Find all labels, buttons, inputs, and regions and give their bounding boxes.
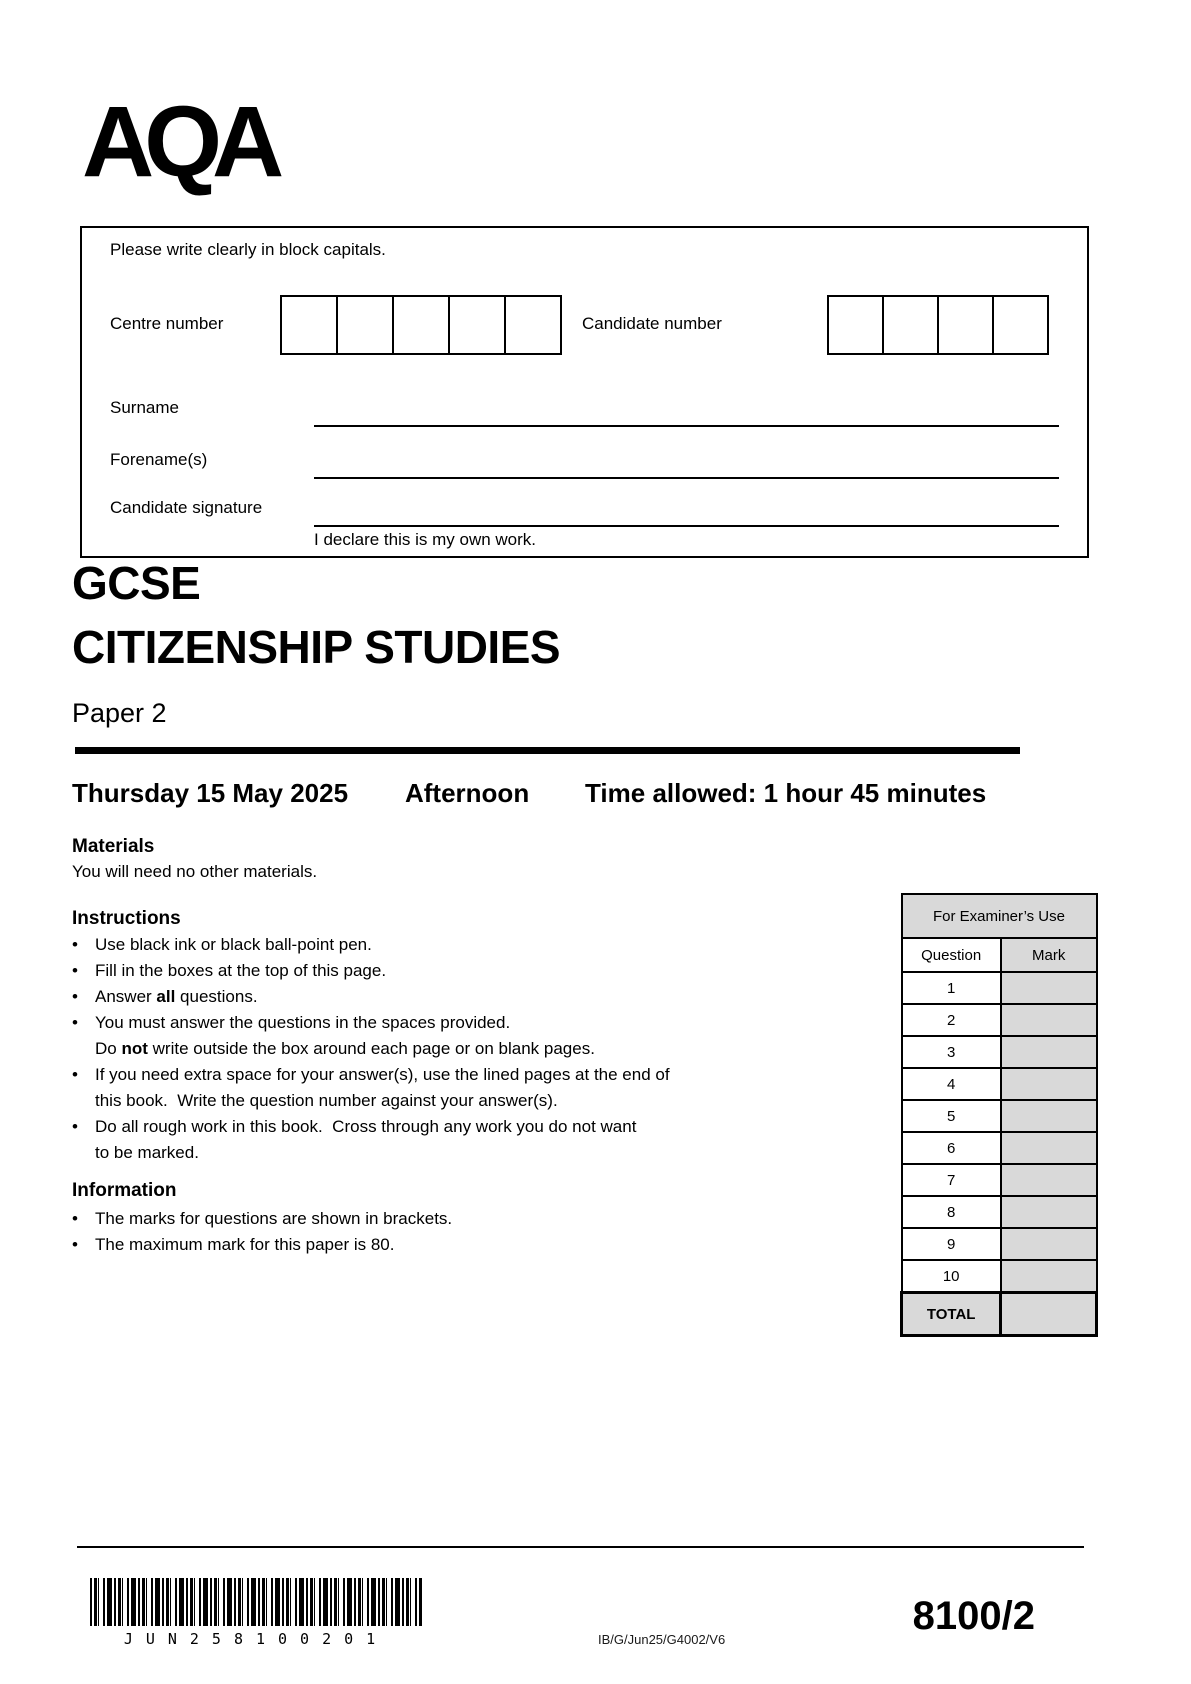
examiner-table [900,893,1098,1337]
paper-number: Paper 2 [72,698,167,728]
question-number: 3 [902,1036,1001,1068]
question-number: 6 [902,1132,1001,1164]
forenames-input-line[interactable] [314,477,1059,479]
signature-input-line[interactable] [314,525,1059,527]
materials-heading: Materials [72,836,155,857]
mark-cell[interactable] [1001,1132,1097,1164]
table-row [902,1132,1097,1164]
barcode-text: JUN258100201 [90,1626,422,1652]
table-row [902,1036,1097,1068]
instruction-item: • Use black ink or black ball-point pen. [72,932,832,958]
candidate-number-label: Candidate number [582,314,722,333]
information-item: • The maximum mark for this paper is 80. [72,1232,832,1258]
bullet-icon: • [72,1117,78,1136]
instruction-item: • If you need extra space for your answer(s), use the lined pages at the end of this book. Write the question number against your answer(s). [72,1062,832,1114]
centre-number-cells [280,295,562,355]
exam-date: Thursday 15 May 2025 [72,778,349,808]
candidate-number-cell[interactable] [827,295,884,355]
question-column-header: Question [902,938,1001,972]
centre-number-cell[interactable] [280,295,338,355]
bullet-icon: • [72,1235,78,1254]
mark-cell[interactable] [1001,1164,1097,1196]
instruction-item: • Do all rough work in this book. Cross through any work you do not want to be marked. [72,1114,832,1166]
instructions-heading: Instructions [72,908,181,929]
surname-label: Surname [110,398,179,417]
question-number: 4 [902,1068,1001,1100]
question-number: 5 [902,1100,1001,1132]
forenames-label: Forename(s) [110,450,208,469]
question-number: 1 [902,972,1001,1004]
centre-number-cell[interactable] [504,295,562,355]
bullet-icon: • [72,935,78,954]
question-number: 7 [902,1164,1001,1196]
question-number: 10 [902,1260,1001,1293]
declaration-text: I declare this is my own work. [314,530,537,549]
bullet-icon: • [72,1065,78,1084]
total-row [902,1293,1097,1336]
materials-body: You will need no other materials. [72,862,318,881]
examiner-table-title: For Examiner’s Use [902,894,1097,938]
title-divider-rule [75,747,1020,754]
mark-cell[interactable] [1001,1036,1097,1068]
question-number: 8 [902,1196,1001,1228]
aqa-logo: AQA [82,86,275,198]
footer-divider-line [77,1546,1084,1548]
mark-cell[interactable] [1001,1100,1097,1132]
signature-label: Candidate signature [110,498,263,517]
table-row [902,1004,1097,1036]
instruction-item: • You must answer the questions in the spaces provided. Do not write outside the box around each page or on blank pages. [72,1010,832,1062]
block-capitals-instruction: Please write clearly in block capitals. [110,240,386,259]
candidate-number-cell[interactable] [937,295,994,355]
bullet-icon: • [72,987,78,1006]
bullet-icon: • [72,1013,78,1032]
bullet-icon: • [72,1209,78,1228]
candidate-number-cells [827,295,1049,355]
table-row [902,1068,1097,1100]
candidate-number-cell[interactable] [992,295,1049,355]
total-mark-cell[interactable] [1001,1293,1097,1336]
paper-reference-code: 8100/2 [912,1594,1035,1638]
mark-cell[interactable] [1001,1068,1097,1100]
mark-cell[interactable] [1001,1228,1097,1260]
centre-number-cell[interactable] [336,295,394,355]
table-row [902,972,1097,1004]
mark-cell[interactable] [1001,1196,1097,1228]
information-list [72,1206,832,1258]
exam-session: Afternoon [405,778,530,808]
information-item: • The marks for questions are shown in brackets. [72,1206,832,1232]
mark-column-header: Mark [1001,938,1097,972]
print-code: IB/G/Jun25/G4002/V6 [598,1632,726,1647]
question-number: 9 [902,1228,1001,1260]
subject-title: CITIZENSHIP STUDIES [72,621,561,673]
time-allowed: Time allowed: 1 hour 45 minutes [585,778,987,808]
surname-input-line[interactable] [314,425,1059,427]
centre-number-cell[interactable] [392,295,450,355]
table-row [902,1196,1097,1228]
centre-number-label: Centre number [110,314,224,333]
information-heading: Information [72,1180,177,1201]
table-row [902,1164,1097,1196]
instruction-item: • Answer all questions. [72,984,832,1010]
total-label: TOTAL [902,1293,1001,1336]
mark-cell[interactable] [1001,972,1097,1004]
table-row [902,1228,1097,1260]
candidate-number-cell[interactable] [882,295,939,355]
mark-cell[interactable] [1001,1260,1097,1293]
centre-number-cell[interactable] [448,295,506,355]
table-row [902,1100,1097,1132]
instructions-list [72,932,832,1166]
question-number: 2 [902,1004,1001,1036]
qualification-title: GCSE [72,557,201,609]
candidate-details-box [80,226,1089,558]
bullet-icon: • [72,961,78,980]
mark-cell[interactable] [1001,1004,1097,1036]
instruction-item: • Fill in the boxes at the top of this page. [72,958,832,984]
table-row [902,1260,1097,1293]
